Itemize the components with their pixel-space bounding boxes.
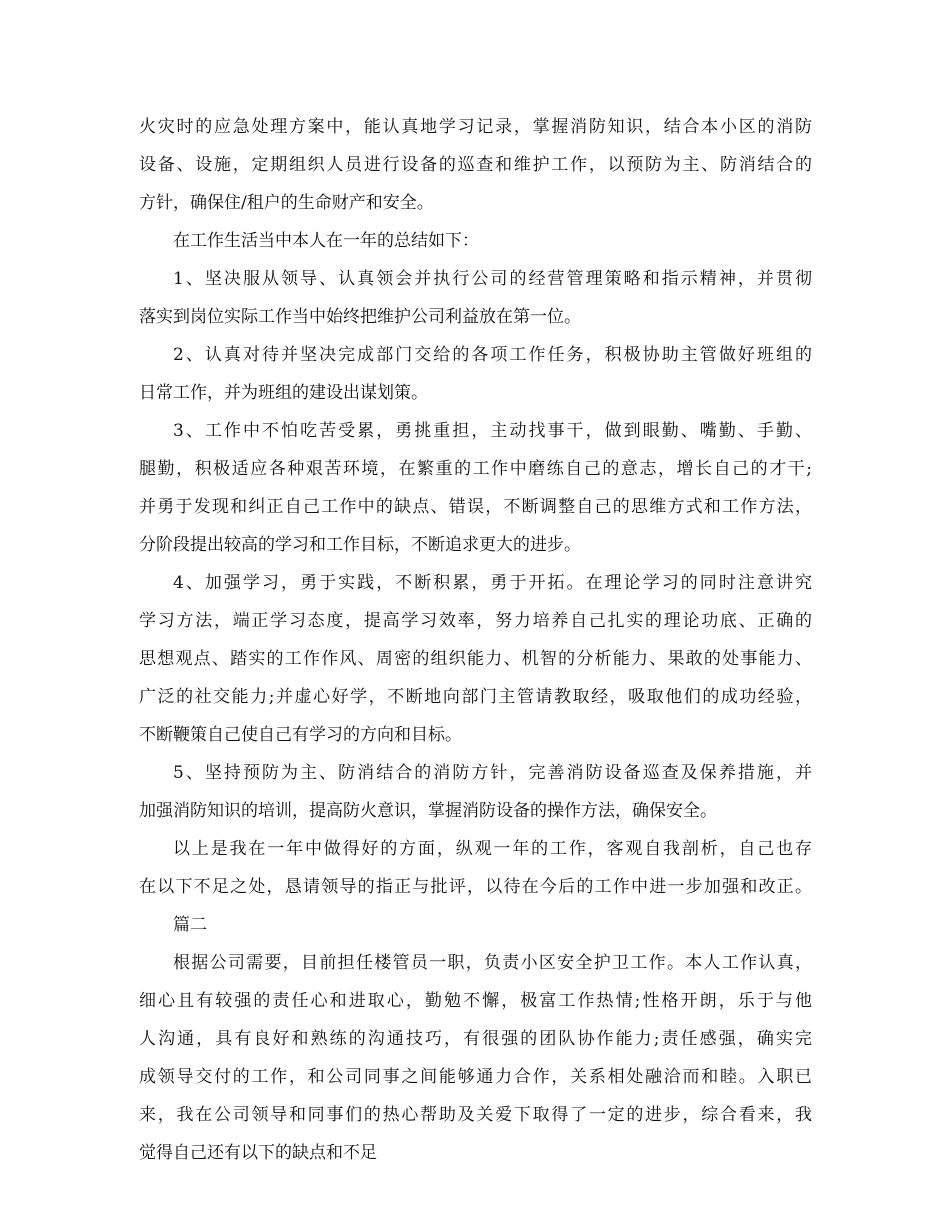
- text-line-content: 1、坚决服从领导、认真领会并执行公司的经营管理策略和指示精神，并贯彻: [173, 269, 812, 289]
- text-line-content: 在工作生活当中本人在一年的总结如下：: [173, 231, 479, 251]
- text-line: [0, 761, 950, 785]
- text-line: [0, 1027, 950, 1051]
- text-line: [0, 495, 950, 519]
- section-heading: [0, 913, 950, 937]
- text-line: [0, 951, 950, 975]
- text-line-content: 分阶段提出较高的学习和工作目标，不断追求更大的进步。: [139, 535, 581, 555]
- text-line-content: 觉得自己还有以下的缺点和不足: [139, 1143, 377, 1163]
- text-line: [0, 989, 950, 1013]
- text-line: [0, 153, 950, 177]
- text-line: [0, 457, 950, 481]
- text-line: [0, 229, 950, 253]
- text-line-content: 3、工作中不怕吃苦受累，勇挑重担，主动找事干，做到眼勤、嘴勤、手勤、: [173, 421, 812, 441]
- text-line: [0, 685, 950, 709]
- text-line-content: 并勇于发现和纠正自己工作中的缺点、错误，不断调整自己的思维方式和工作方法，: [139, 497, 812, 517]
- text-line-content: 落实到岗位实际工作当中始终把维护公司利益放在第一位。: [139, 307, 581, 327]
- text-line-content: 人沟通，具有良好和熟练的沟通技巧，有很强的团队协作能力;责任感强，确实完: [139, 1029, 812, 1049]
- text-line-content: 在以下不足之处，恳请领导的指正与批评，以待在今后的工作中进一步加强和改正。: [139, 877, 812, 897]
- text-line-content: 腿勤，积极适应各种艰苦环境，在繁重的工作中磨练自己的意志，增长自己的才干;: [139, 459, 812, 479]
- text-line: [0, 381, 950, 405]
- text-line: [0, 609, 950, 633]
- text-line-content: 根据公司需要，目前担任楼管员一职，负责小区安全护卫工作。本人工作认真，: [173, 953, 812, 973]
- text-line-content: 2、认真对待并坚决完成部门交给的各项工作任务，积极协助主管做好班组的: [173, 345, 812, 365]
- text-line: [0, 343, 950, 367]
- text-line: [0, 191, 950, 215]
- text-line-content: 加强消防知识的培训，提高防火意识，掌握消防设备的操作方法，确保安全。: [139, 801, 717, 821]
- text-line: [0, 799, 950, 823]
- section-heading-text: 篇二: [173, 915, 207, 935]
- text-line-content: 广泛的社交能力;并虚心好学，不断地向部门主管请教取经，吸取他们的成功经验，: [139, 687, 812, 707]
- text-line-content: 学习方法，端正学习态度，提高学习效率，努力培养自己扎实的理论功底、正确的: [139, 611, 812, 631]
- text-line-content: 不断鞭策自己使自己有学习的方向和目标。: [139, 725, 462, 745]
- text-line: [0, 1065, 950, 1089]
- text-line: [0, 1141, 950, 1165]
- text-line: [0, 1103, 950, 1127]
- text-line-content: 来，我在公司领导和同事们的热心帮助及关爱下取得了一定的进步，综合看来，我: [139, 1105, 812, 1125]
- text-line-content: 4、加强学习，勇于实践，不断积累，勇于开拓。在理论学习的同时注意讲究: [173, 573, 812, 593]
- text-line: [0, 647, 950, 671]
- text-line-content: 设备、设施，定期组织人员进行设备的巡查和维护工作，以预防为主、防消结合的: [139, 155, 812, 175]
- text-line-content: 日常工作，并为班组的建设出谋划策。: [139, 383, 428, 403]
- text-line: [0, 115, 950, 139]
- text-line-content: 成领导交付的工作，和公司同事之间能够通力合作，关系相处融洽而和睦。入职已: [139, 1067, 812, 1087]
- text-line: [0, 419, 950, 443]
- text-line: [0, 533, 950, 557]
- text-line-content: 火灾时的应急处理方案中，能认真地学习记录，掌握消防知识，结合本小区的消防: [139, 117, 812, 137]
- text-line: [0, 267, 950, 291]
- text-line-content: 5、坚持预防为主、防消结合的消防方针，完善消防设备巡查及保养措施，并: [173, 763, 812, 783]
- text-line-content: 方针，确保住/租户的生命财产和安全。: [139, 193, 434, 213]
- text-line: [0, 305, 950, 329]
- text-line-content: 以上是我在一年中做得好的方面，纵观一年的工作，客观自我剖析，自己也存: [173, 839, 812, 859]
- text-line: [0, 571, 950, 595]
- text-line-content: 细心且有较强的责任心和进取心，勤勉不懈，极富工作热情;性格开朗，乐于与他: [139, 991, 812, 1011]
- text-line-content: 思想观点、踏实的工作作风、周密的组织能力、机智的分析能力、果敢的处事能力、: [139, 649, 812, 669]
- text-line: [0, 723, 950, 747]
- text-line: [0, 837, 950, 861]
- text-line: [0, 875, 950, 899]
